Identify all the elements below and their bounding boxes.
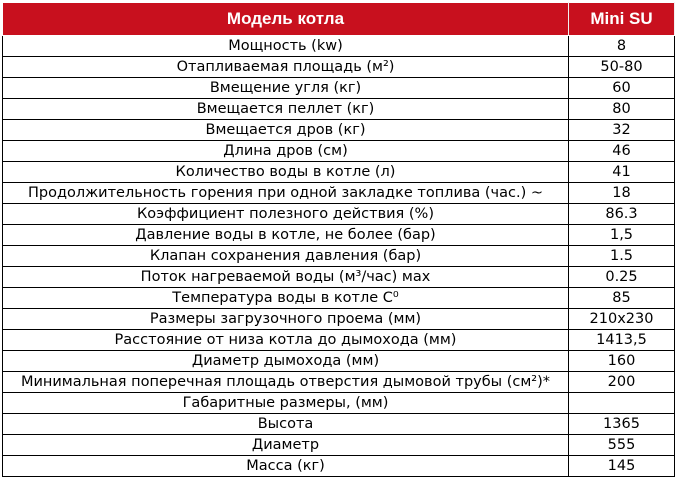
row-label: Вмещение угля (кг) xyxy=(3,78,569,99)
row-label: Габаритные размеры, (мм) xyxy=(3,393,569,414)
row-value: 85 xyxy=(569,288,675,309)
table-row xyxy=(3,372,675,393)
table-row xyxy=(3,435,675,456)
table-row xyxy=(3,162,675,183)
row-label: Количество воды в котле (л) xyxy=(3,162,569,183)
table-row xyxy=(3,267,675,288)
table-header-row xyxy=(3,3,675,36)
table-row xyxy=(3,351,675,372)
row-label: Продолжительность горения при одной закладке топлива (час.) ~ xyxy=(3,183,569,204)
table-row xyxy=(3,99,675,120)
row-label: Давление воды в котле, не более (бар) xyxy=(3,225,569,246)
row-label: Диаметр xyxy=(3,435,569,456)
row-label: Температура воды в котле С⁰ xyxy=(3,288,569,309)
table-row xyxy=(3,36,675,57)
row-label: Диаметр дымохода (мм) xyxy=(3,351,569,372)
row-label: Вмещается дров (кг) xyxy=(3,120,569,141)
table-row xyxy=(3,456,675,477)
row-label: Высота xyxy=(3,414,569,435)
row-value: 32 xyxy=(569,120,675,141)
row-label: Расстояние от низа котла до дымохода (мм) xyxy=(3,330,569,351)
row-value: 18 xyxy=(569,183,675,204)
boiler-spec-table xyxy=(2,2,675,477)
row-label: Клапан сохранения давления (бар) xyxy=(3,246,569,267)
row-value: 160 xyxy=(569,351,675,372)
row-value: 1.5 xyxy=(569,246,675,267)
row-value xyxy=(569,393,675,414)
row-label: Длина дров (см) xyxy=(3,141,569,162)
row-value: 210x230 xyxy=(569,309,675,330)
table-row xyxy=(3,288,675,309)
row-value: 555 xyxy=(569,435,675,456)
table-row xyxy=(3,393,675,414)
row-value: 1413,5 xyxy=(569,330,675,351)
table-row xyxy=(3,120,675,141)
row-value: 0.25 xyxy=(569,267,675,288)
table-row xyxy=(3,57,675,78)
table-row xyxy=(3,183,675,204)
row-value: 1,5 xyxy=(569,225,675,246)
row-label: Масса (кг) xyxy=(3,456,569,477)
table-row xyxy=(3,330,675,351)
table-row xyxy=(3,225,675,246)
table-row xyxy=(3,246,675,267)
row-value: 200 xyxy=(569,372,675,393)
row-label: Отапливаемая площадь (м²) xyxy=(3,57,569,78)
row-label: Мощность (kw) xyxy=(3,36,569,57)
header-model: Модель котла xyxy=(3,3,569,36)
row-value: 60 xyxy=(569,78,675,99)
header-model-value: Mini SU xyxy=(569,3,675,36)
row-label: Поток нагреваемой воды (м³/час) мах xyxy=(3,267,569,288)
row-value: 41 xyxy=(569,162,675,183)
table-row xyxy=(3,204,675,225)
row-value: 145 xyxy=(569,456,675,477)
table-row xyxy=(3,141,675,162)
row-label: Вмещается пеллет (кг) xyxy=(3,99,569,120)
row-value: 8 xyxy=(569,36,675,57)
row-label: Коэффициент полезного действия (%) xyxy=(3,204,569,225)
row-value: 46 xyxy=(569,141,675,162)
table-row xyxy=(3,78,675,99)
row-label: Размеры загрузочного проема (мм) xyxy=(3,309,569,330)
table-row xyxy=(3,309,675,330)
row-value: 80 xyxy=(569,99,675,120)
row-value: 50-80 xyxy=(569,57,675,78)
table-row xyxy=(3,414,675,435)
row-value: 1365 xyxy=(569,414,675,435)
row-label: Минимальная поперечная площадь отверстия дымовой трубы (см²)* xyxy=(3,372,569,393)
row-value: 86.3 xyxy=(569,204,675,225)
